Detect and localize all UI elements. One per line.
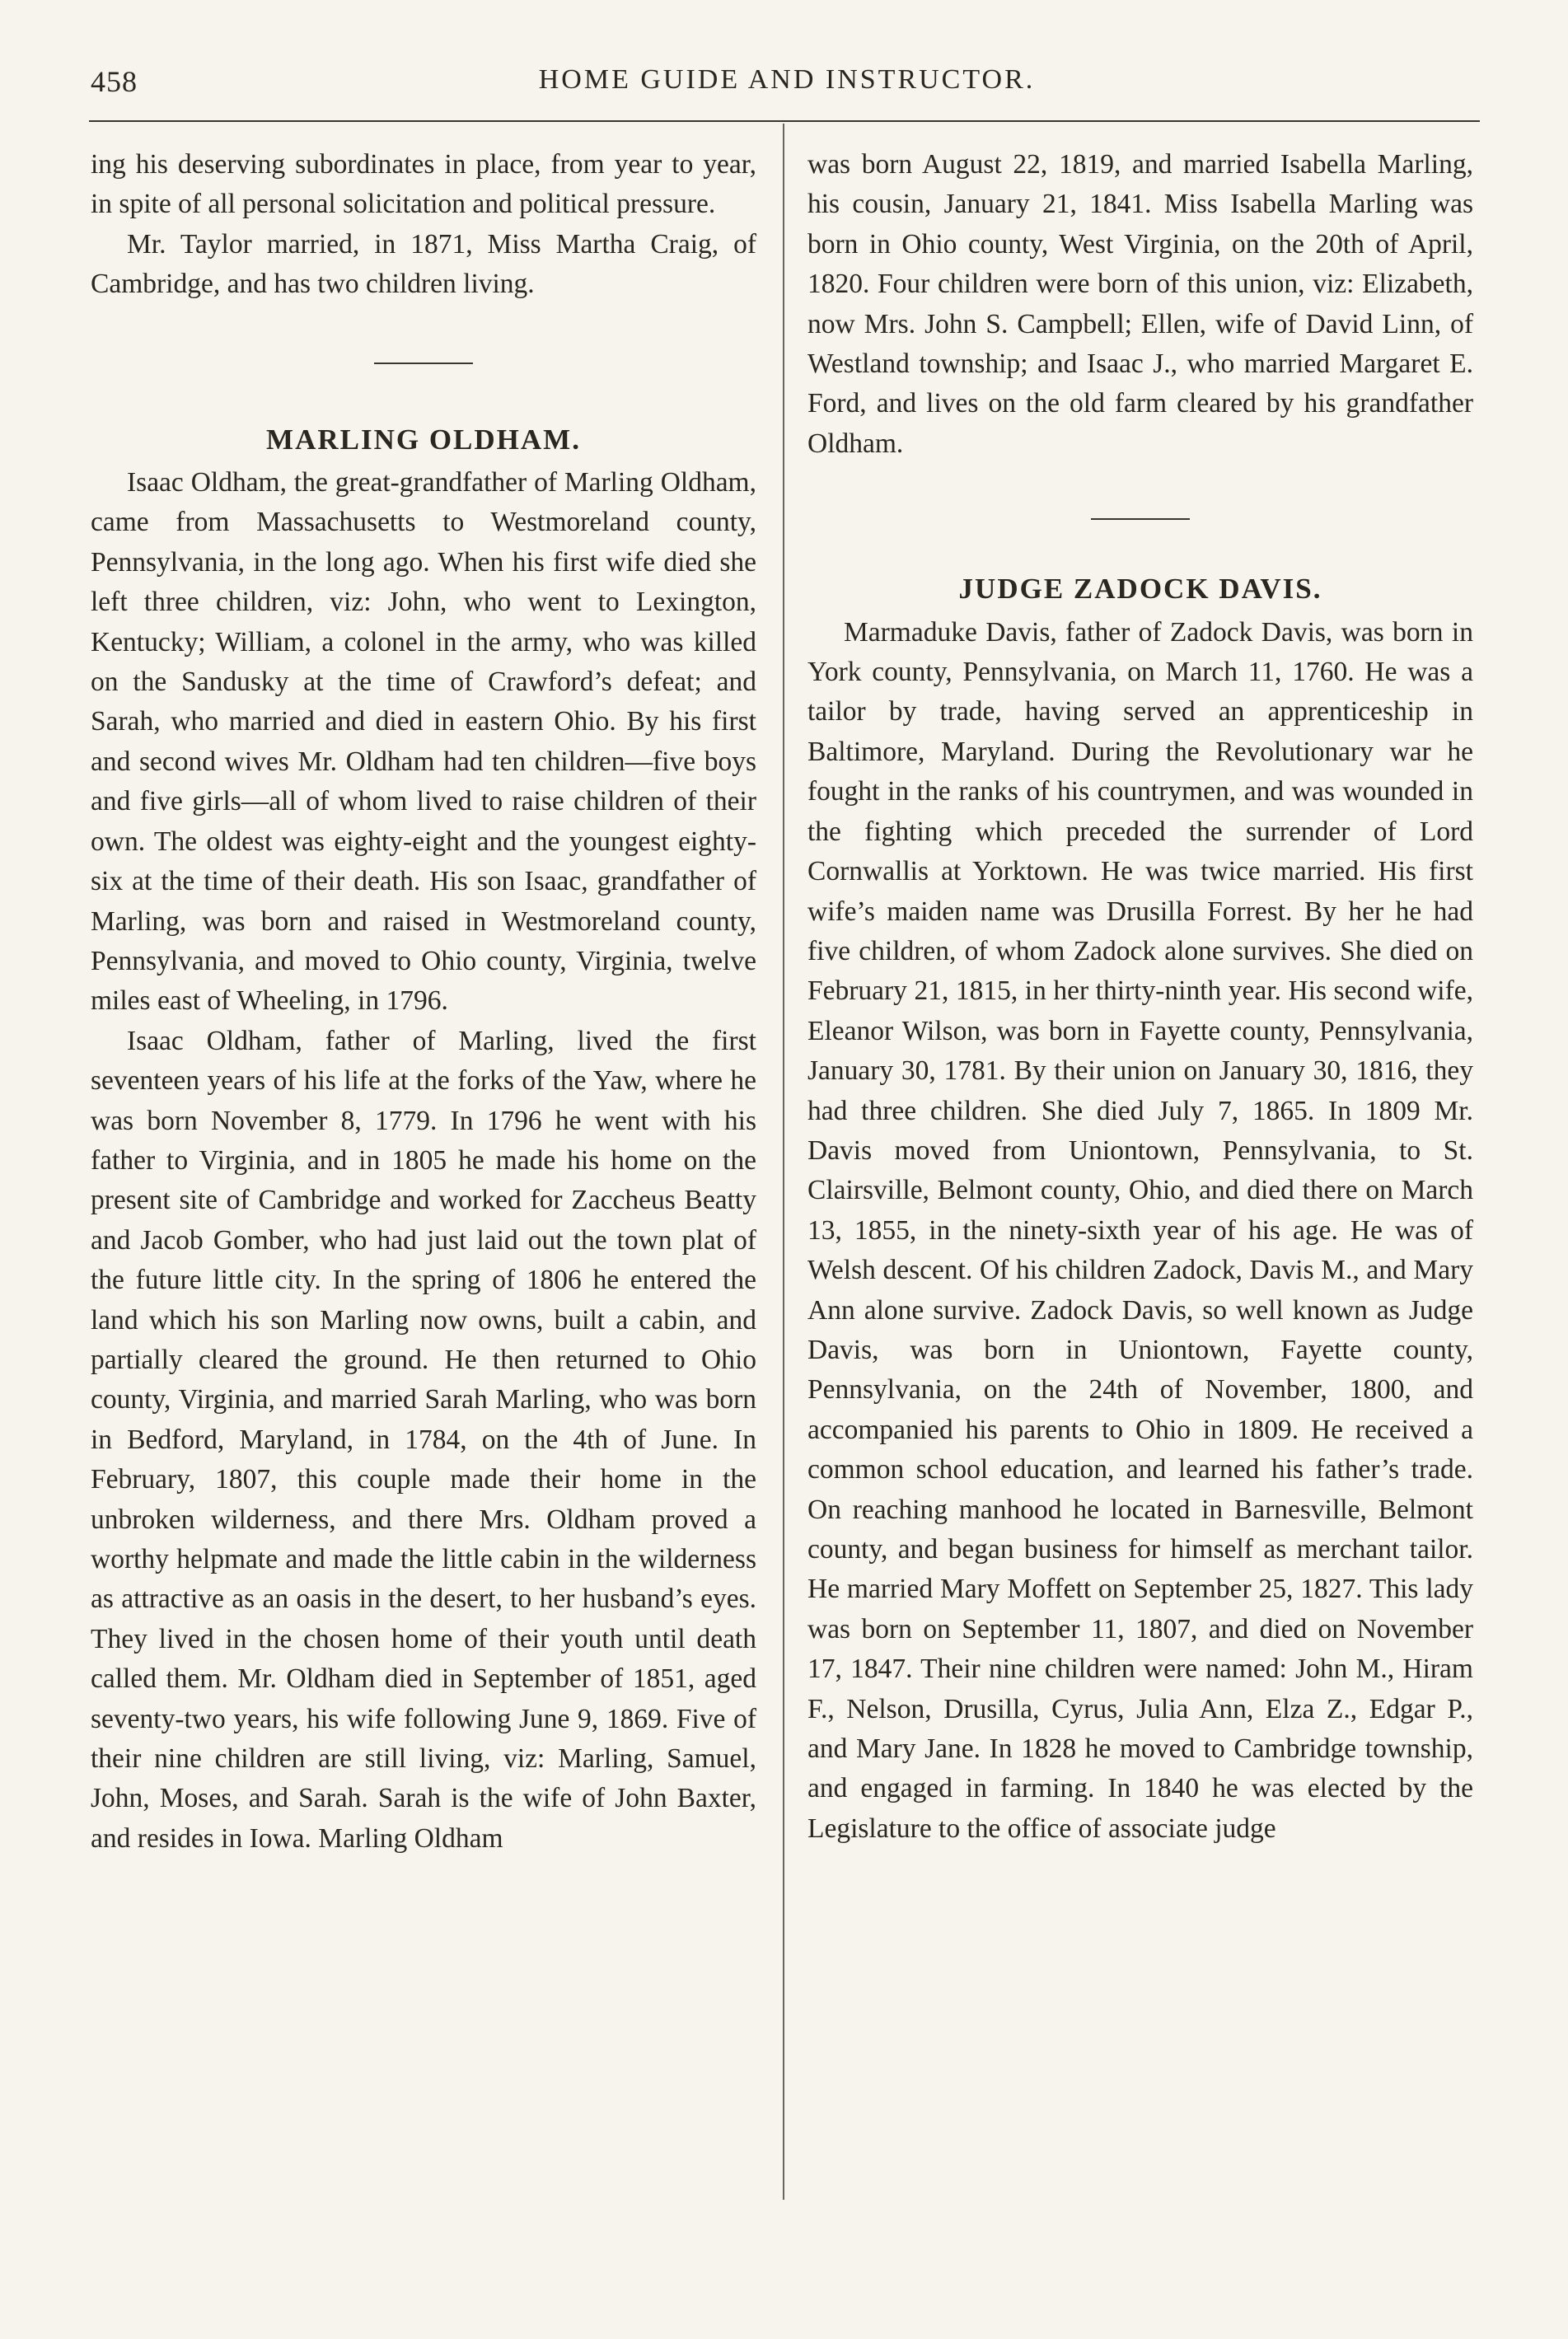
column-divider bbox=[783, 124, 784, 2200]
paragraph-oldham-continued: was born August 22, 1819, and married Isabella Marling, his cousin, January 21, 1841. Miss Isabella Marling was born in Ohio county, West Virginia, on the 20th of April, 1820. Four children were born of this union, viz: Elizabeth, now Mrs. John S. Campbell; Ellen, wife of David Linn, of Westland township; and Isaac J., who married Margaret E. Ford, and lives on the old farm cleared by his grandfather Oldham. bbox=[807, 149, 1473, 459]
section-title-marling-oldham: MARLING OLDHAM. bbox=[266, 423, 581, 456]
section-title-judge-zadock-davis: JUDGE ZADOCK DAVIS. bbox=[958, 573, 1322, 606]
header-rule bbox=[89, 120, 1480, 122]
right-column bbox=[807, 145, 1473, 1849]
paragraph-oldham-2: Isaac Oldham, father of Marling, lived the first seventeen years of his life at the forks of the Yaw, where he was born November 8, 1779. In 1796 he went with his father to Virginia, and in 1805 he made his home on the present site of Cambridge and worked for Zaccheus Beatty and Jacob Gomber, who had just laid out the town plat of the future little city. In the spring of 1806 he entered the land which his son Marling now owns, built a cabin, and partially cleared the ground. He then returned to Ohio county, Virginia, and married Sarah Marling, who was born in Bedford, Maryland, in 1784, on the 4th of June. In February, 1807, this couple made their home in the unbroken wilderness, and there Mrs. Oldham proved a worthy helpmate and made the little cabin in the wilderness as attractive as an oasis in the desert, to her husband’s eyes. They lived in the chosen home of their youth until death called them. Mr. Oldham died in September of 1851, aged seventy-two years, his wife following June 9, 1869. Five of their nine children are still living, viz: Marling, Samuel, John, Moses, and Sarah. Sarah is the wife of John Baxter, and resides in Iowa. Marling Oldham bbox=[91, 1025, 756, 1854]
page-header bbox=[91, 64, 1483, 105]
paragraph-oldham-1: Isaac Oldham, the great-grandfather of Marling Oldham, came from Massachusetts to Westmoreland county, Pennsylvania, in the long ago. When his first wife died she left three children, viz: John, who went to Lexington, Kentucky; William, a colonel in the army, who was killed on the Sandusky at the time of Crawford’s defeat; and Sarah, who married and died in eastern Ohio. By his first and second wives Mr. Oldham had ten children—five boys and five girls—all of whom lived to raise children of their own. The oldest was eighty-eight and the youngest eighty-six at the time of their death. His son Isaac, grandfather of Marling, was born and raised in Westmoreland county, Pennsylvania, and moved to Ohio county, Virginia, twelve miles east of Wheeling, in 1796. bbox=[91, 467, 756, 1017]
paragraph-taylor-married: Mr. Taylor married, in 1871, Miss Martha Craig, of Cambridge, and has two children living. bbox=[91, 228, 756, 300]
paragraph-davis-1: Marmaduke Davis, father of Zadock Davis, was born in York county, Pennsylvania, on March 11, 1760. He was a tailor by trade, having served an apprenticeship in Baltimore, Maryland. During the Revolutionary war he fought in the ranks of his countrymen, and was wounded in the fighting which preceded the surrender of Lord Cornwallis at Yorktown. He was twice married. His first wife’s maiden name was Drusilla Forrest. By her he had five children, of whom Zadock alone survives. She died on February 21, 1815, in her thirty-ninth year. His second wife, Eleanor Wilson, was born in Fayette county, Pennsylvania, January 30, 1781. By their union on January 30, 1816, they had three children. She died July 7, 1865. In 1809 Mr. Davis moved from Uniontown, Pennsylvania, to St. Clairsville, Belmont county, Ohio, and died there on March 13, 1855, in the ninety-sixth year of his age. He was of Welsh descent. Of his children Zadock, Davis M., and Mary Ann alone survive. Zadock Davis, so well known as Judge Davis, was born in Uniontown, Fayette county, Pennsylvania, on the 24th of November, 1800, and accompanied his parents to Ohio in 1809. He received a common school education, and learned his father’s trade. On reaching manhood he located in Barnesville, Belmont county, and began business for himself as merchant tailor. He married Mary Moffett on September 25, 1827. This lady was born on September 11, 1807, and died on November 17, 1847. Their nine children were named: John M., Hiram F., Nelson, Drusilla, Cyrus, Julia Ann, Elza Z., Edgar P., and Mary Jane. In 1828 he moved to Cambridge township, and engaged in farming. In 1840 he was elected by the Legislature to the office of associate judge bbox=[807, 616, 1473, 1844]
left-column bbox=[91, 145, 756, 1859]
running-title: HOME GUIDE AND INSTRUCTOR. bbox=[538, 64, 1036, 95]
page-number: 458 bbox=[91, 65, 138, 98]
paragraph-taylor-continued: ing his deserving subordinates in place, from year to year, in spite of all personal solicitation and political pressure. bbox=[91, 149, 756, 220]
